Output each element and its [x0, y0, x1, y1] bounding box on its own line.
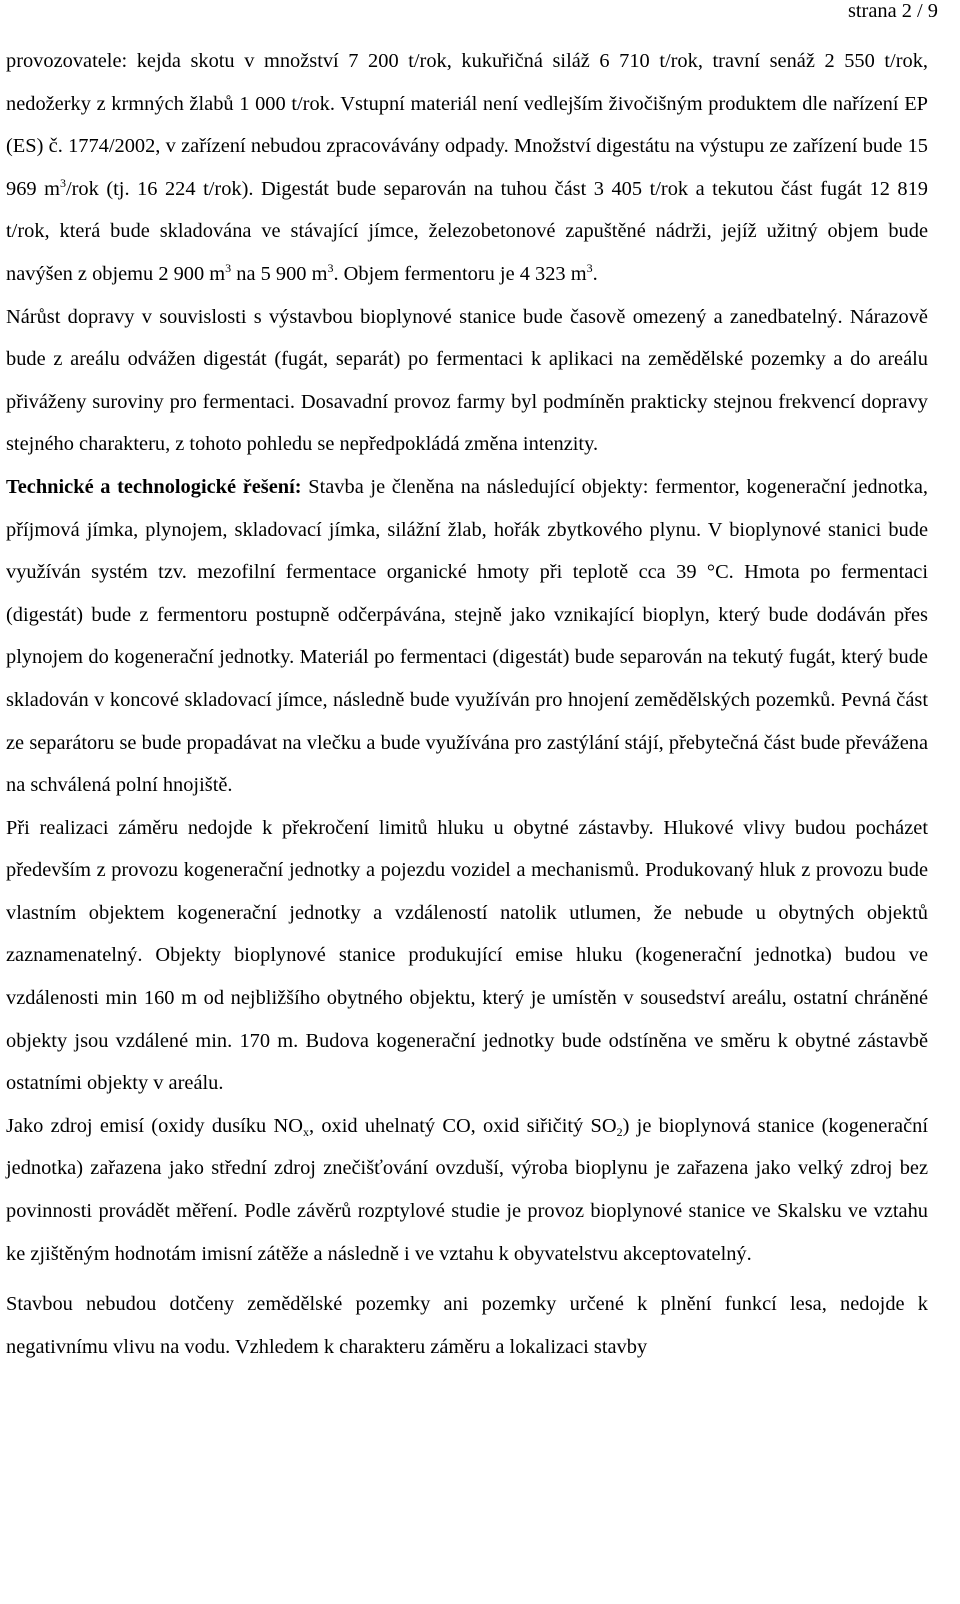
paragraph-spacer — [6, 1275, 928, 1283]
paragraph-emissions — [6, 1105, 928, 1275]
paragraph-text: ) je bioplynová stanice (kogenerační jednotka) zařazena jako střední zdroj znečišťování ovzduší, výroba bioplynu je zařazena jako velký zdroj bez povinnosti provádět měření. Podle závěrů rozptylové studie je provoz bioplynové stanice ve Skalsku ve vztahu ke zjištěným hodnotám imisní zátěže a následně i ve vztahu k obyvatelstvu akceptovatelný. — [6, 1114, 928, 1265]
paragraph-noise: Při realizaci záměru nedojde k překročení limitů hluku u obytné zástavby. Hlukové vlivy budou pocházet především z provozu kogenerační jednotky a pojezdu vozidel a mechanismů. Produkovaný hluk z provozu bude vlastním objektem kogenerační jednotky a vzdáleností natolik utlumen, že nebude u obytných objektů zaznamenatelný. Objekty bioplynové stanice produkující emise hluku (kogenerační jednotka) budou ve vzdálenosti min 160 m od nejbližšího obytného objektu, který je umístěn v sousedství areálu, ostatní chráněné objekty jsou vzdálené min. 170 m. Budova kogenerační jednotky bude odstíněna ve směru k obytné zástavbě ostatními objekty v areálu. — [6, 816, 928, 1095]
paragraph-text: na 5 900 m — [231, 262, 328, 285]
page-number: strana 2 / 9 — [847, 0, 938, 22]
subscript: 2 — [616, 1124, 623, 1139]
paragraph-text: Jako zdroj emisí (oxidy dusíku NO — [6, 1114, 303, 1137]
subscript: x — [302, 1124, 309, 1139]
paragraph-technical-solution — [6, 466, 928, 807]
paragraph-land-water: Stavbou nebudou dotčeny zemědělské pozemky ani pozemky určené k plnění funkcí lesa, nedojde k negativnímu vlivu na vodu. Vzhledem k charakteru záměru a lokalizaci stavby — [6, 1293, 928, 1358]
section-heading: Technické a technologické řešení: — [6, 475, 302, 498]
paragraph-text: /rok (tj. 16 224 t/rok). Digestát bude separován na tuhou část 3 405 t/rok a tekutou část fugát 12 819 t/rok, která bude skladována ve stávající jímce, železobetonové zapuštěné nádrži, jejíž užitný objem bude navýšen z objemu 2 900 m — [6, 177, 928, 285]
superscript: 3 — [327, 260, 334, 275]
paragraph-traffic: Nárůst dopravy v souvislosti s výstavbou bioplynové stanice bude časově omezený a zanedbatelný. Nárazově bude z areálu odvážen digestát (fugát, separát) po fermentaci k aplikaci na zemědělské pozemky a do areálu přiváženy suroviny pro fermentaci. Dosavadní provoz farmy byl podmíněn prakticky stejnou frekvencí dopravy stejného charakteru, z tohoto pohledu se nepředpokládá změna intenzity. — [6, 305, 928, 456]
paragraph-inputs-digestate — [6, 40, 928, 296]
superscript: 3 — [225, 260, 232, 275]
superscript: 3 — [586, 260, 593, 275]
paragraph-text: . Objem fermentoru je 4 323 m — [333, 262, 587, 285]
document-body — [6, 40, 928, 1368]
paragraph-text: . — [592, 262, 598, 285]
paragraph-text: Stavba je členěna na následující objekty: fermentor, kogenerační jednotka, příjmová jímka, plynojem, skladovací jímka, silážní žlab, hořák zbytkového plynu. V bioplynové stanici bude využíván systém tzv. mezofilní fermentace organické hmoty při teplotě cca 39 °C. Hmota po fermentaci (digestát) bude z fermentoru postupně odčerpávána, stejně jako vznikající bioplyn, který bude dodáván přes plynojem do kogenerační jednotky. Materiál po fermentaci (digestát) bude separován na tekutý fugát, který bude skladován v koncové skladovací jímce, následně bude využíván pro hnojení zemědělských pozemků. Pevná část ze separátoru se bude propadávat na vlečku a bude využívána pro zastýlání stájí, přebytečná část bude převážena na schválená polní hnojiště. — [6, 475, 928, 797]
paragraph-text: provozovatele: kejda skotu v množství 7 200 t/rok, kukuřičná siláž 6 710 t/rok, travní senáž 2 550 t/rok, nedožerky z krmných žlabů 1 000 t/rok. Vstupní materiál není vedlejším živočišným produktem dle nařízení EP (ES) č. 1774/2002, v zařízení nebudou zpracovávány odpady. Množství digestátu na výstupu ze zařízení bude 15 969 m — [6, 50, 928, 200]
paragraph-text: , oxid uhelnatý CO, oxid siřičitý SO — [308, 1114, 617, 1137]
superscript: 3 — [59, 175, 66, 190]
